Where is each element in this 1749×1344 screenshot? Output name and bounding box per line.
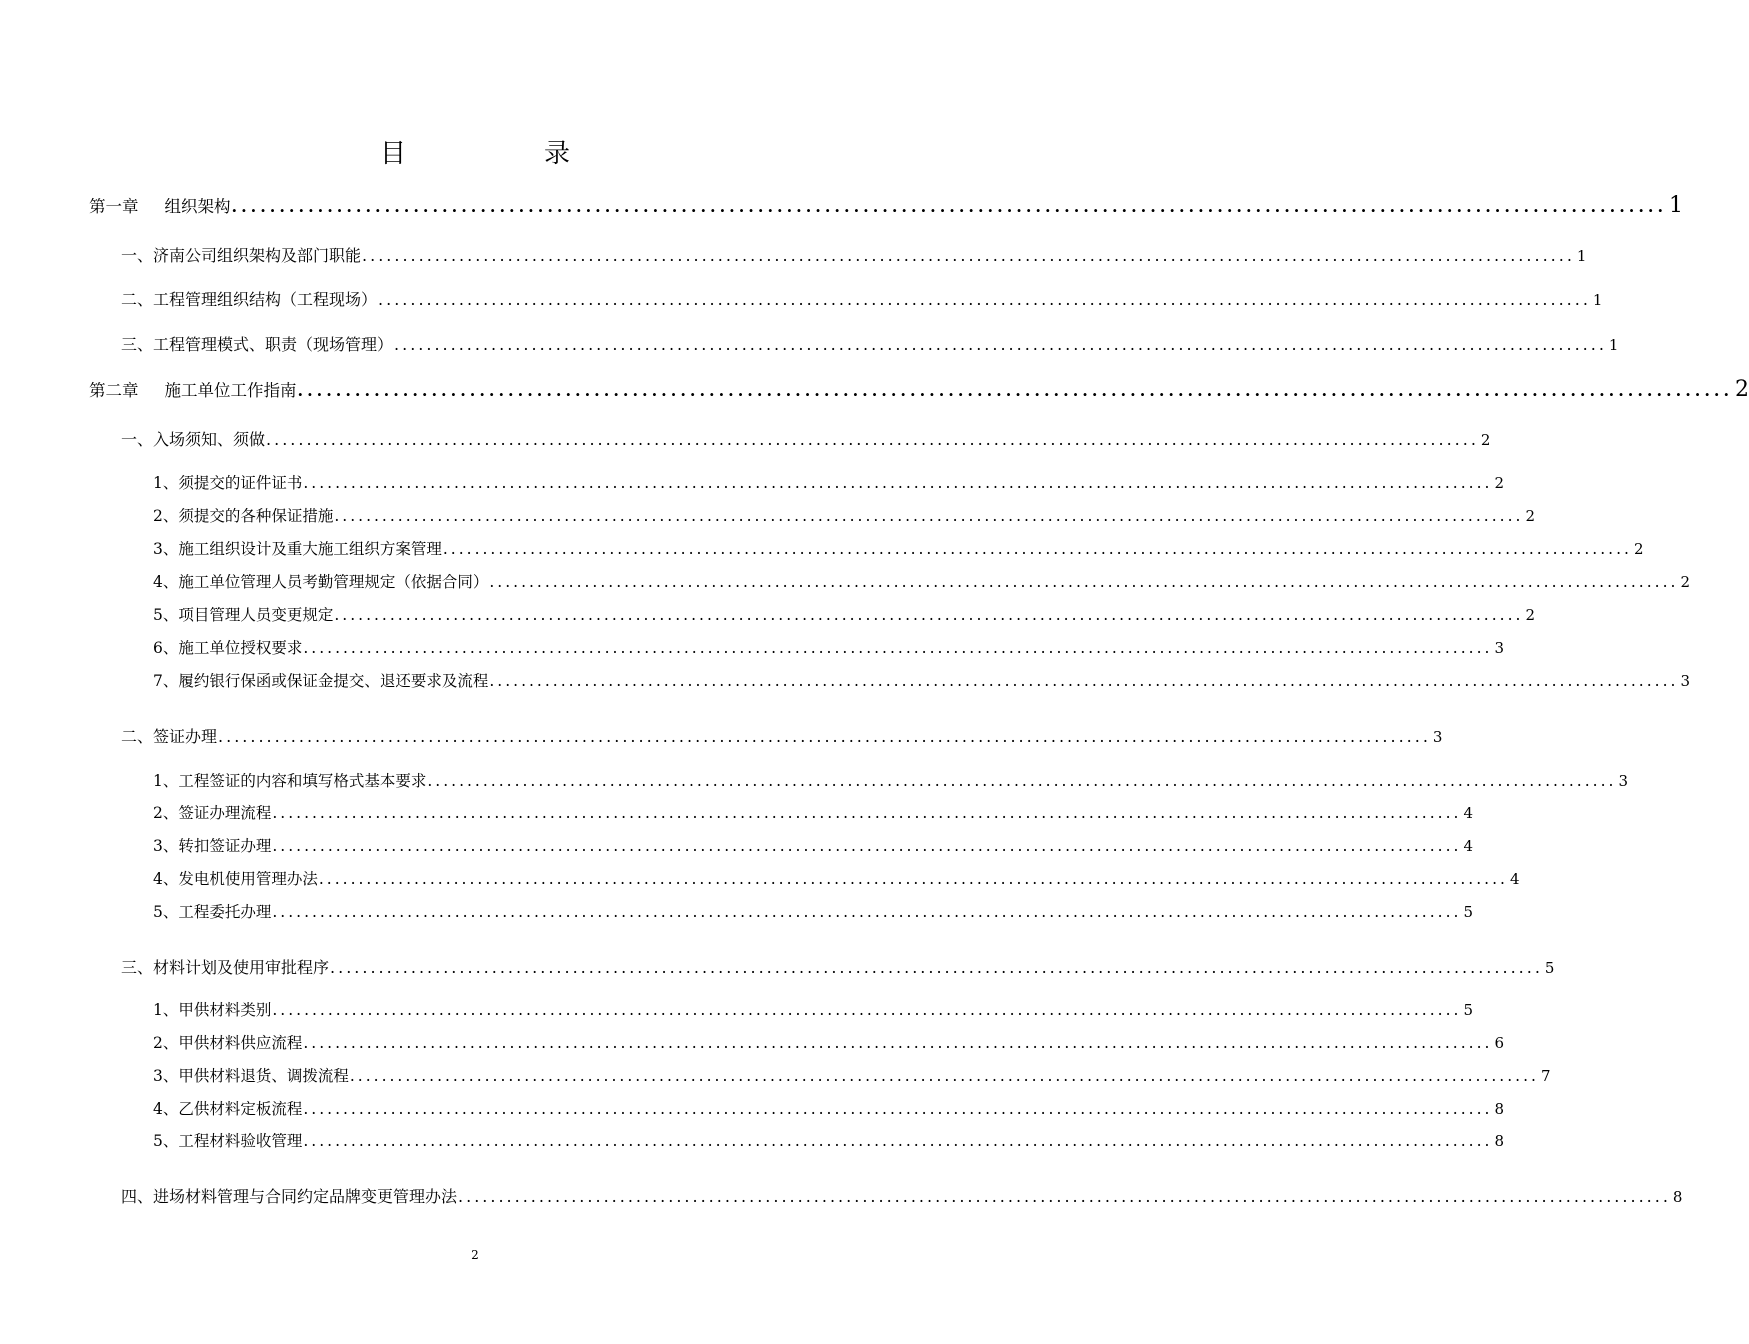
toc-entry-label: 二、工程管理组织结构（工程现场）: [121, 290, 378, 309]
dot-leader: ......................................................................................................................................................: [303, 1034, 1493, 1052]
toc-entry-label: 4、发电机使用管理办法: [153, 870, 318, 888]
toc-entry-label: 1、须提交的证件证书: [153, 474, 303, 492]
dot-leader: ......................................................................................................................................................: [334, 606, 1524, 624]
dot-leader: ......................................................................................................................................................: [272, 903, 1462, 921]
toc-entry-label: 三、材料计划及使用审批程序: [121, 958, 330, 977]
dot-leader: ......................................................................................................................................................: [272, 804, 1462, 822]
dot-leader: ......................................................................................................................................................: [303, 639, 1493, 657]
toc-entry-page: 2: [1494, 474, 1504, 492]
toc-entry[interactable]: [153, 900, 1473, 922]
toc-entry-page: 2: [1525, 606, 1535, 624]
dot-leader: ......................................................................................................................................................: [394, 335, 1607, 354]
toc-entry[interactable]: [121, 955, 1555, 978]
toc-entry[interactable]: [153, 603, 1535, 625]
dot-leader: ......................................................................................................................................................: [318, 870, 1508, 888]
toc-entry-page: 5: [1463, 1001, 1473, 1019]
toc-entry-page: 1: [1592, 291, 1603, 309]
dot-leader: ......................................................................................................................................................: [378, 290, 1591, 309]
toc-entry-page: 4: [1509, 870, 1520, 888]
toc-entry[interactable]: [121, 724, 1443, 747]
dot-leader: ......................................................................................................................................................: [303, 474, 1493, 492]
dot-leader: ......................................................................................................................................................: [272, 837, 1462, 855]
toc-entry-page: 3: [1680, 672, 1690, 690]
dot-leader: ......................................................................................................................................................: [442, 540, 1632, 558]
toc-entry-label: 5、项目管理人员变更规定: [153, 606, 334, 624]
toc-entry[interactable]: [89, 193, 1684, 218]
toc-entry-label: 四、进场材料管理与合同约定品牌变更管理办法: [121, 1187, 458, 1206]
toc-entry-label: 3、转扣签证办理: [153, 837, 272, 855]
toc-entry[interactable]: [121, 287, 1603, 310]
toc-entry-page: 7: [1540, 1067, 1551, 1085]
toc-entry[interactable]: [153, 998, 1473, 1020]
toc-entry-page: 2: [1735, 377, 1749, 402]
toc-entry-label: 第一章 组织架构: [89, 197, 231, 216]
toc-entry-label: 6、施工单位授权要求: [153, 639, 303, 657]
dot-leader: ......................................................................................................................................................: [297, 381, 1734, 400]
toc-entry[interactable]: [153, 1064, 1551, 1086]
toc-entry-page: 4: [1463, 804, 1473, 822]
toc-entry[interactable]: [153, 570, 1690, 592]
toc-entry-page: 8: [1672, 1188, 1683, 1206]
toc-entry-page: 2: [1633, 540, 1644, 558]
toc-entry[interactable]: [153, 834, 1473, 856]
toc-entry-label: 1、工程签证的内容和填写格式基本要求: [153, 772, 427, 790]
toc-entry[interactable]: [121, 427, 1491, 450]
toc-entry-label: 一、入场须知、须做: [121, 430, 266, 449]
toc-entry[interactable]: [153, 537, 1644, 559]
toc-entry-label: 4、乙供材料定板流程: [153, 1100, 303, 1118]
toc-entry[interactable]: [121, 243, 1587, 266]
dot-leader: ......................................................................................................................................................: [427, 772, 1617, 790]
toc-entry-page: 5: [1463, 903, 1473, 921]
dot-leader: ......................................................................................................................................................: [330, 958, 1543, 977]
toc-entry-page: 8: [1494, 1132, 1504, 1150]
toc-entry-page: 8: [1494, 1100, 1504, 1118]
toc-entry-label: 4、施工单位管理人员考勤管理规定（依据合同）: [153, 573, 489, 591]
toc-entry-label: 二、签证办理: [121, 727, 218, 746]
toc-entry-page: 2: [1525, 507, 1535, 525]
toc-entry-label: 第二章 施工单位工作指南: [89, 381, 297, 400]
toc-entry[interactable]: [153, 636, 1504, 658]
page-number: 2: [471, 1248, 479, 1262]
toc-entry-label: 5、工程材料验收管理: [153, 1132, 303, 1150]
toc-entry-page: 3: [1432, 728, 1443, 746]
toc-entry-label: 3、甲供材料退货、调拨流程: [153, 1067, 349, 1085]
dot-leader: ......................................................................................................................................................: [303, 1132, 1493, 1150]
toc-entry[interactable]: [121, 332, 1619, 355]
toc-entry-label: 2、须提交的各种保证措施: [153, 507, 334, 525]
toc-entry-label: 一、济南公司组织架构及部门职能: [121, 246, 362, 265]
toc-entry-page: 1: [1669, 193, 1684, 218]
toc-entry-label: 2、签证办理流程: [153, 804, 272, 822]
dot-leader: ......................................................................................................................................................: [231, 197, 1668, 216]
toc-entry-label: 三、工程管理模式、职责（现场管理）: [121, 335, 394, 354]
toc-entry-page: 3: [1618, 772, 1628, 790]
toc-entry-page: 1: [1608, 336, 1619, 354]
toc-entry[interactable]: [153, 1097, 1504, 1119]
dot-leader: ......................................................................................................................................................: [349, 1067, 1539, 1085]
toc-entry[interactable]: [153, 669, 1690, 691]
toc-entry-label: 5、工程委托办理: [153, 903, 272, 921]
toc-entry[interactable]: [121, 1184, 1683, 1207]
toc-entry-page: 5: [1544, 959, 1555, 977]
toc-entry[interactable]: [153, 769, 1628, 791]
dot-leader: ......................................................................................................................................................: [489, 573, 1679, 591]
toc-entry[interactable]: [153, 867, 1520, 889]
dot-leader: ......................................................................................................................................................: [266, 430, 1479, 449]
dot-leader: ......................................................................................................................................................: [272, 1001, 1462, 1019]
toc-entry[interactable]: [153, 1129, 1504, 1151]
dot-leader: ......................................................................................................................................................: [334, 507, 1524, 525]
toc-entry-page: 3: [1494, 639, 1504, 657]
toc-entry-label: 3、施工组织设计及重大施工组织方案管理: [153, 540, 442, 558]
toc-entry[interactable]: [153, 1031, 1504, 1053]
toc-entry[interactable]: [153, 801, 1473, 823]
toc-entry-label: 7、履约银行保函或保证金提交、退还要求及流程: [153, 672, 489, 690]
toc-entry-page: 1: [1576, 247, 1587, 265]
toc-entry[interactable]: [89, 377, 1749, 402]
toc-entry-page: 6: [1494, 1034, 1504, 1052]
dot-leader: ......................................................................................................................................................: [489, 672, 1679, 690]
dot-leader: ......................................................................................................................................................: [303, 1100, 1493, 1118]
dot-leader: ......................................................................................................................................................: [218, 727, 1431, 746]
toc-entry-page: 2: [1680, 573, 1690, 591]
toc-entry[interactable]: [153, 504, 1535, 526]
dot-leader: ......................................................................................................................................................: [458, 1187, 1671, 1206]
toc-entry-label: 2、甲供材料供应流程: [153, 1034, 303, 1052]
dot-leader: ......................................................................................................................................................: [362, 246, 1575, 265]
toc-title: 目 录: [379, 139, 626, 169]
toc-entry[interactable]: [153, 471, 1504, 493]
toc-entry-page: 2: [1480, 431, 1491, 449]
toc-entry-label: 1、甲供材料类别: [153, 1001, 272, 1019]
toc-entry-page: 4: [1463, 837, 1473, 855]
